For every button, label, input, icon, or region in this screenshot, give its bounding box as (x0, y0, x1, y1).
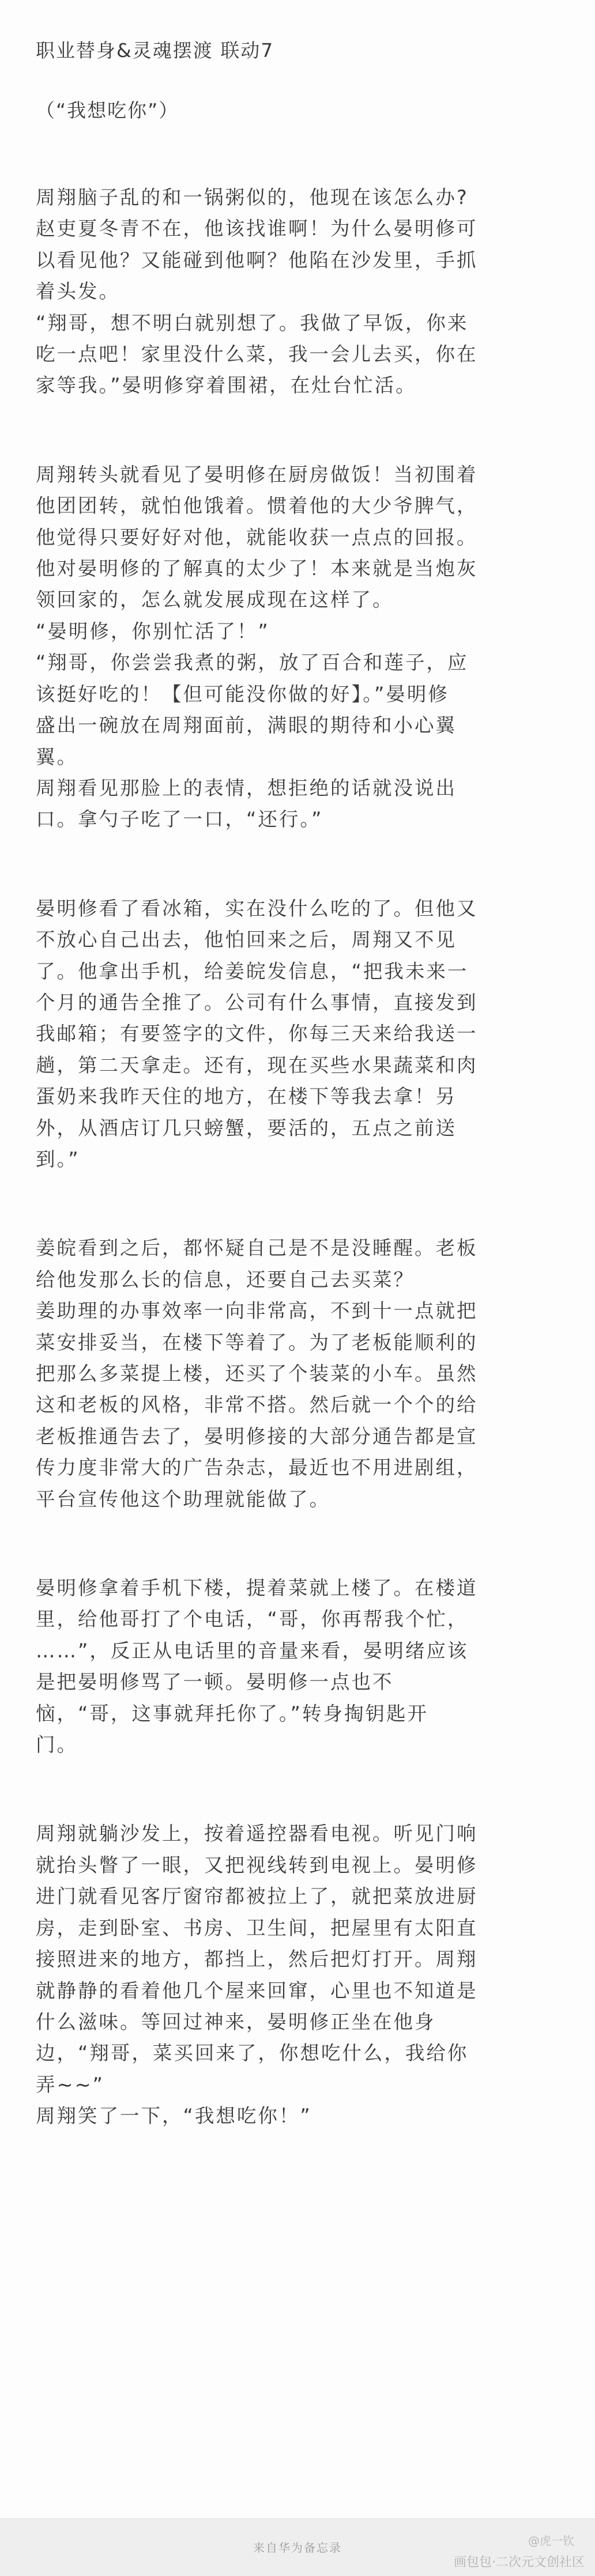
text-line: 传力度非常大的广告杂志，最近也不用进剧组， (36, 1456, 478, 1479)
watermark-user: @虎一钦 (528, 2534, 574, 2548)
page-title: 职业替身&灵魂摆渡 联动7 (36, 39, 274, 62)
story-paragraph (36, 1233, 560, 1515)
text-line: 翼。 (36, 745, 78, 768)
story-paragraph (36, 182, 560, 402)
text-line: 家等我。”晏明修穿着围裙，在灶台忙活。 (36, 374, 417, 397)
story-paragraph (36, 459, 560, 836)
text-line: 边，“翔哥，菜买回来了，你想吃什么，我给你 (36, 2042, 469, 2065)
text-line: 到。” (36, 1147, 80, 1170)
chapter-subtitle: （“我想吃你”） (36, 99, 179, 122)
text-line: 菜安排妥当，在楼下等着了。为了老板能顺利的 (36, 1331, 478, 1354)
text-line: 周翔脑子乱的和一锅粥似的，他现在该怎么办? (36, 186, 469, 209)
text-line: 这和老板的风格，非常不搭。然后就一个个的给 (36, 1393, 478, 1417)
text-line: “翔哥，你尝尝我煮的粥，放了百合和莲子，应 (36, 651, 469, 674)
memo-footer (0, 2518, 595, 2576)
text-line: 个月的通告全推了。公司有什么事情，直接发到 (36, 991, 478, 1014)
text-line: 晏明修拿着手机下楼，提着菜就上楼了。在楼道 (36, 1577, 478, 1600)
text-line: 周翔转头就看见了晏明修在厨房做饭！当初围着 (36, 463, 478, 486)
story-paragraph (36, 893, 560, 1176)
text-line: 什么滋味。等回过神来，晏明修正坐在他身 (36, 2010, 436, 2033)
text-line: 是把晏明修骂了一顿。晏明修一点也不 (36, 1671, 394, 1694)
text-line: ……”，反正从电话里的音量来看，晏明绪应该 (36, 1639, 469, 1662)
text-line: 老板推通告去了，晏明修接的大部分通告都是宣 (36, 1425, 478, 1448)
text-line: 门。 (36, 1733, 78, 1757)
text-line: 就抬头瞥了一眼，又把视线转到电视上。晏明修 (36, 1853, 478, 1876)
text-line: 姜助理的办事效率一向非常高，不到十一点就把 (36, 1300, 478, 1323)
text-line: 该挺好吃的！【但可能没你做的好】。”晏明修 (36, 682, 449, 705)
text-line: 周翔看见那脸上的表情，想拒绝的话就没说出 (36, 776, 457, 799)
text-line: 吃一点吧！家里没什么菜，我一会儿去买，你在 (36, 343, 478, 366)
text-line: 姜皖看到之后，都怀疑自己是不是没睡醒。老板 (36, 1237, 478, 1260)
text-line: 了。他拿出手机，给姜皖发信息，“把我未来一 (36, 960, 469, 983)
text-line: 他对晏明修的了解真的太少了！本来就是当炮灰 (36, 557, 478, 580)
text-line: 他团团转，就怕他饿着。惯着他的大少爷脾气， (36, 494, 478, 518)
text-line: 蛋奶来我昨天住的地方，在楼下等我去拿！另 (36, 1085, 457, 1108)
story-body (36, 182, 560, 2132)
text-line: 房，走到卧室、书房、卫生间，把屋里有太阳直 (36, 1916, 478, 1939)
text-line: 晏明修看了看冰箱，实在没什么吃的了。但他又 (36, 897, 478, 920)
text-line: “晏明修，你别忙活了！” (36, 620, 270, 643)
text-line: 盛出一碗放在周翔面前，满眼的期待和小心翼 (36, 714, 457, 737)
text-line: 他觉得只要好好对他，就能收获一点点的回报。 (36, 526, 478, 549)
text-line: 口。拿勺子吃了一口，“还行。” (36, 808, 323, 831)
text-line: 进门就看见客厅窗帘都被拉上了，就把菜放进厨 (36, 1885, 478, 1908)
text-line: 给他发那么长的信息，还要自己去买菜？ (36, 1268, 415, 1291)
text-line: 外，从酒店订几只螃蟹，要活的，五点之前送 (36, 1116, 457, 1139)
story-paragraph (36, 1573, 560, 1761)
text-line: 着头发。 (36, 280, 120, 303)
watermark-site: 画包包·二次元文创社区 (454, 2555, 585, 2570)
text-line: 恼，“哥，这事就拜托你了。”转身掏钥匙开 (36, 1702, 428, 1725)
text-line: 以看见他？又能碰到他啊？他陷在沙发里，手抓 (36, 248, 478, 271)
text-line: 趟，第二天拿走。还有，现在买些水果蔬菜和肉 (36, 1053, 478, 1077)
text-line: 我邮箱；有要签字的文件，你每三天来给我送一 (36, 1022, 478, 1045)
text-line: 里，给他哥打了个电话，“哥，你再帮我个忙， (36, 1608, 469, 1631)
story-paragraph (36, 1818, 560, 2132)
text-line: 就静静的看着他几个屋来回窜，心里也不知道是 (36, 1979, 478, 2002)
text-line: 领回家的，怎么就发展成现在这样了。 (36, 588, 394, 611)
text-line: 不放心自己出去，他怕回来之后，周翔又不见 (36, 928, 457, 951)
text-line: 接照进来的地方，都挡上，然后把灯打开。周翔 (36, 1948, 478, 1971)
text-line: 弄~~” (36, 2073, 104, 2096)
text-line: “翔哥，想不明白就别想了。我做了早饭，你来 (36, 311, 469, 334)
footer-source-label: 来自华为备忘录 (253, 2541, 342, 2555)
text-line: 赵吏夏冬青不在，他该找谁啊！为什么晏明修可 (36, 217, 478, 240)
text-line: 把那么多菜提上楼，还买了个装菜的小车。虽然 (36, 1362, 478, 1385)
text-line: 周翔笑了一下，“我想吃你！” (36, 2105, 312, 2128)
text-line: 平台宣传他这个助理就能做了。 (36, 1487, 330, 1510)
text-line: 周翔就躺沙发上，按着遥控器看电视。听见门响 (36, 1822, 478, 1845)
